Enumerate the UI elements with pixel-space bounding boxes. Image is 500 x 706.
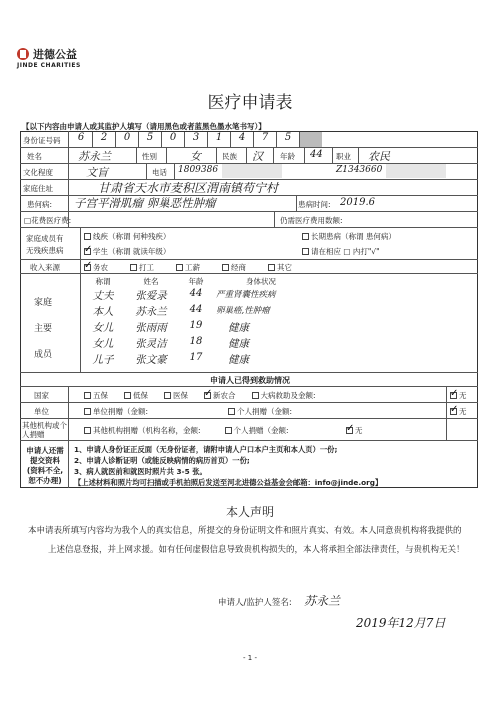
option-label: 请在相应 □ 内打"√" — [311, 247, 380, 256]
family-side-line: 主要 — [34, 324, 53, 334]
option-label: 学生（称谓 就读年级） — [93, 247, 171, 256]
aid-none-option[interactable] — [450, 390, 467, 401]
option-label: 医保 — [173, 391, 188, 400]
aid-option[interactable] — [84, 425, 201, 436]
family-cell: 44 — [189, 304, 203, 315]
checkbox[interactable] — [222, 264, 229, 271]
family-cell: 张灵洁 — [135, 338, 167, 350]
family-side-label — [34, 290, 52, 368]
phone-value-2: Z1343660 — [336, 165, 383, 175]
id-digit: 3 — [185, 132, 208, 147]
checkbox[interactable] — [225, 427, 232, 434]
address-value: 甘肃省天水市麦积区渭南镇苟宁村 — [98, 181, 279, 195]
checkbox[interactable] — [228, 408, 235, 415]
onset-value: 2019.6 — [340, 197, 375, 208]
family-cell: 张文豪 — [135, 354, 167, 366]
page-title: 医疗申请表 — [207, 93, 293, 113]
family-cell: 18 — [189, 336, 203, 347]
table-row — [80, 304, 324, 320]
aid-row-label: 单位 — [34, 407, 49, 416]
family-side-line: 成员 — [34, 350, 53, 360]
edu-value: 文盲 — [86, 166, 108, 179]
id-digits — [70, 132, 322, 147]
docs-label-line: 申请人还需 — [26, 446, 64, 455]
page-number: - 1 - — [243, 654, 257, 662]
age-label: 年龄 — [280, 152, 295, 161]
income-option[interactable] — [222, 262, 246, 273]
member-opt-student[interactable] — [84, 246, 170, 257]
family-header: 身体状况 — [246, 277, 276, 286]
option-label: 大病救助及金额: — [260, 391, 316, 400]
redaction-block — [386, 164, 446, 178]
income-option[interactable] — [84, 262, 108, 273]
family-cell: 丈夫 — [92, 290, 114, 302]
cost-label: □花费医疗费: — [24, 216, 72, 225]
checkbox[interactable] — [252, 392, 259, 399]
family-header: 年龄 — [188, 277, 204, 286]
id-label: 身份证号码 — [23, 136, 61, 145]
family-cell: 张爱录 — [135, 290, 167, 302]
id-digit: 7 — [254, 132, 277, 147]
members-label-line: 无残疾患病 — [26, 246, 64, 255]
disease-label: 患何病: — [27, 200, 53, 209]
option-label: 打工 — [139, 263, 154, 272]
aid-row-options — [84, 406, 292, 417]
table-row — [80, 336, 324, 352]
checkbox[interactable] — [84, 392, 91, 399]
docs-note-text: 【上述材料和照片均可扫描或手机拍照后发送至河北进德公益基金会邮箱： — [74, 478, 315, 487]
docs-label-line: 恕不办理) — [28, 476, 62, 485]
aid-row-options — [84, 390, 316, 401]
income-options — [84, 262, 292, 273]
gender-label: 性别 — [142, 152, 157, 161]
checkbox[interactable] — [84, 248, 91, 255]
checkbox[interactable] — [450, 408, 457, 415]
option-label: 线疾（称谓 何种残疾） — [93, 232, 171, 241]
option-label: 单位捐赠（金额: — [93, 407, 149, 416]
family-header: 姓名 — [143, 277, 159, 286]
instruction-text: 【以下内容由申请人或其监护人填写（请用黑色或者蓝黑色墨水笔书写）】 — [22, 122, 266, 131]
aid-row-options — [84, 425, 289, 436]
brand-name-en: JINDE CHARITIES — [17, 62, 81, 69]
option-label: 无 — [355, 426, 363, 435]
aid-none-option[interactable] — [346, 425, 363, 436]
family-cell: 儿子 — [92, 354, 114, 366]
signature-date: 2019年12月7日 — [356, 616, 446, 630]
phone-label: 电话 — [152, 168, 167, 177]
option-label: 新农合 — [213, 391, 236, 400]
table-row — [80, 288, 324, 304]
doc-item: 2、申请人诊断证明（或能反映病情的病历首页）一份; — [74, 456, 250, 465]
family-cell: 本人 — [92, 306, 114, 318]
member-opt-disability[interactable] — [84, 231, 170, 242]
docs-label-line: 提交资料 — [30, 456, 60, 465]
age-value: 44 — [310, 149, 323, 160]
option-label: 长期患病（称谓 患何病） — [311, 232, 396, 241]
signature-label: 申请人/监护人签名: — [218, 598, 292, 608]
id-digit: 2 — [93, 132, 116, 147]
checkbox[interactable] — [204, 392, 211, 399]
aid-option[interactable] — [252, 390, 316, 401]
docs-note — [74, 477, 382, 488]
option-label: 其他机构捐赠（机构名称，金额: — [93, 426, 201, 435]
disease-value: 子宫平滑肌瘤 卵巢恶性肿瘤 — [74, 196, 216, 210]
family-cell: 女儿 — [92, 322, 114, 334]
signature: 苏永兰 — [304, 594, 341, 608]
aid-option[interactable] — [164, 390, 188, 401]
declaration-body: 本申请表所填写内容均为我个人的真实信息，所提交的身份证明文件和照片真实、有效。本人同意贵机构将我提供的上述信息登报，并上网求援。如有任何虚假信息导致贵机构损失的，本人将承担全部法律责任，与贵机构无关！ — [28, 526, 465, 555]
email-link[interactable]: info@jinde.org — [314, 478, 375, 487]
name-label: 姓名 — [27, 152, 42, 161]
checkbox[interactable] — [268, 264, 275, 271]
phone-value: 1809386 — [178, 165, 219, 175]
checkbox[interactable] — [176, 264, 183, 271]
onset-label: 患病时间: — [298, 200, 331, 209]
members-label-line: 家庭成员有 — [26, 234, 64, 243]
address-label: 家庭住址 — [23, 184, 53, 193]
checkbox[interactable] — [84, 427, 91, 434]
member-opt-illness[interactable] — [302, 231, 396, 242]
job-label: 职业 — [336, 152, 351, 161]
income-option[interactable] — [130, 262, 154, 273]
family-cell: 苏永兰 — [135, 306, 167, 318]
family-cell: 健康 — [228, 354, 249, 366]
family-cell: 张雨雨 — [135, 322, 167, 334]
docs-note-end: 】 — [374, 478, 383, 487]
checkbox[interactable] — [84, 233, 91, 240]
aid-row-label: 其他机构或个人捐赠 — [22, 421, 67, 439]
table-row — [80, 352, 324, 368]
id-digit: 5 — [277, 132, 300, 147]
family-cell: 严重肾囊性疾病 — [216, 290, 276, 300]
edu-label: 文化程度 — [23, 168, 53, 177]
family-side-line: 家庭 — [34, 298, 53, 308]
docs-list — [74, 444, 382, 488]
gender-value: 女 — [190, 150, 201, 163]
doc-item: 1、申请人身份证正反面（无身份证者，请附申请人户口本户主页和本人页）一份; — [74, 445, 338, 454]
checkbox — [302, 248, 309, 255]
redaction-block — [222, 164, 282, 178]
aid-title: 申请人已得到救助情况 — [210, 376, 290, 385]
id-digit: 5 — [139, 132, 162, 147]
brand-logo-icon — [16, 47, 30, 61]
doc-item: 3、病人就医前和就医时照片共 3-5 张。 — [74, 467, 207, 476]
family-rows — [80, 288, 324, 368]
table-row — [80, 320, 324, 336]
ethnicity-value: 汉 — [252, 150, 263, 163]
ethnicity-label: 民族 — [222, 152, 237, 161]
aid-option[interactable] — [204, 390, 236, 401]
aid-option[interactable] — [84, 406, 148, 417]
family-cell: 卵巢癌,性肿瘤 — [216, 306, 270, 316]
brand-name: 进德公益 — [33, 48, 77, 61]
option-label: 五保 — [93, 391, 108, 400]
redaction-block — [300, 132, 322, 147]
aid-row-label: 国家 — [34, 391, 49, 400]
aid-option[interactable] — [124, 390, 148, 401]
member-hint — [302, 246, 380, 257]
option-label: 低保 — [133, 391, 148, 400]
name-value: 苏永兰 — [78, 150, 111, 163]
family-cell: 健康 — [228, 338, 249, 350]
option-label: 个人捐赠（金额: — [237, 407, 293, 416]
checkbox[interactable] — [124, 392, 131, 399]
option-label: 工薪 — [185, 263, 200, 272]
checkbox[interactable] — [346, 427, 353, 434]
family-cell: 17 — [189, 352, 203, 363]
income-option[interactable] — [268, 262, 292, 273]
id-digit: 0 — [116, 132, 139, 147]
family-header: 称谓 — [95, 277, 111, 286]
id-digit: 4 — [231, 132, 254, 147]
id-digit: 0 — [162, 132, 185, 147]
family-cell: 19 — [189, 320, 203, 331]
income-label: 收入来源 — [30, 263, 60, 272]
id-digit: 6 — [70, 132, 93, 147]
income-option[interactable] — [176, 262, 200, 273]
docs-label — [22, 446, 68, 486]
option-label: 无 — [459, 407, 467, 416]
checkbox[interactable] — [84, 408, 91, 415]
aid-none-option[interactable] — [450, 406, 467, 417]
aid-option[interactable] — [225, 425, 289, 436]
id-digit: 1 — [208, 132, 231, 147]
checkbox[interactable] — [84, 264, 91, 271]
option-label: 个人捐赠（金额: — [233, 426, 289, 435]
declaration-title: 本人声明 — [225, 505, 274, 519]
option-label: 经商 — [231, 263, 246, 272]
option-label: 务农 — [93, 263, 108, 272]
checkbox[interactable] — [302, 233, 309, 240]
checkbox[interactable] — [130, 264, 137, 271]
family-cell: 女儿 — [92, 338, 114, 350]
family-headers — [80, 276, 310, 287]
job-value: 农民 — [368, 150, 390, 163]
family-cell: 44 — [189, 288, 203, 299]
members-label — [26, 233, 64, 257]
option-label: 无 — [459, 391, 467, 400]
docs-label-line: (资料不全, — [26, 466, 64, 475]
checkbox[interactable] — [164, 392, 171, 399]
remain-label: 仍需医疗费用数额: — [280, 216, 343, 225]
family-cell: 健康 — [228, 322, 249, 334]
aid-option[interactable] — [228, 406, 292, 417]
option-label: 其它 — [277, 263, 292, 272]
checkbox[interactable] — [450, 392, 457, 399]
aid-option[interactable] — [84, 390, 108, 401]
